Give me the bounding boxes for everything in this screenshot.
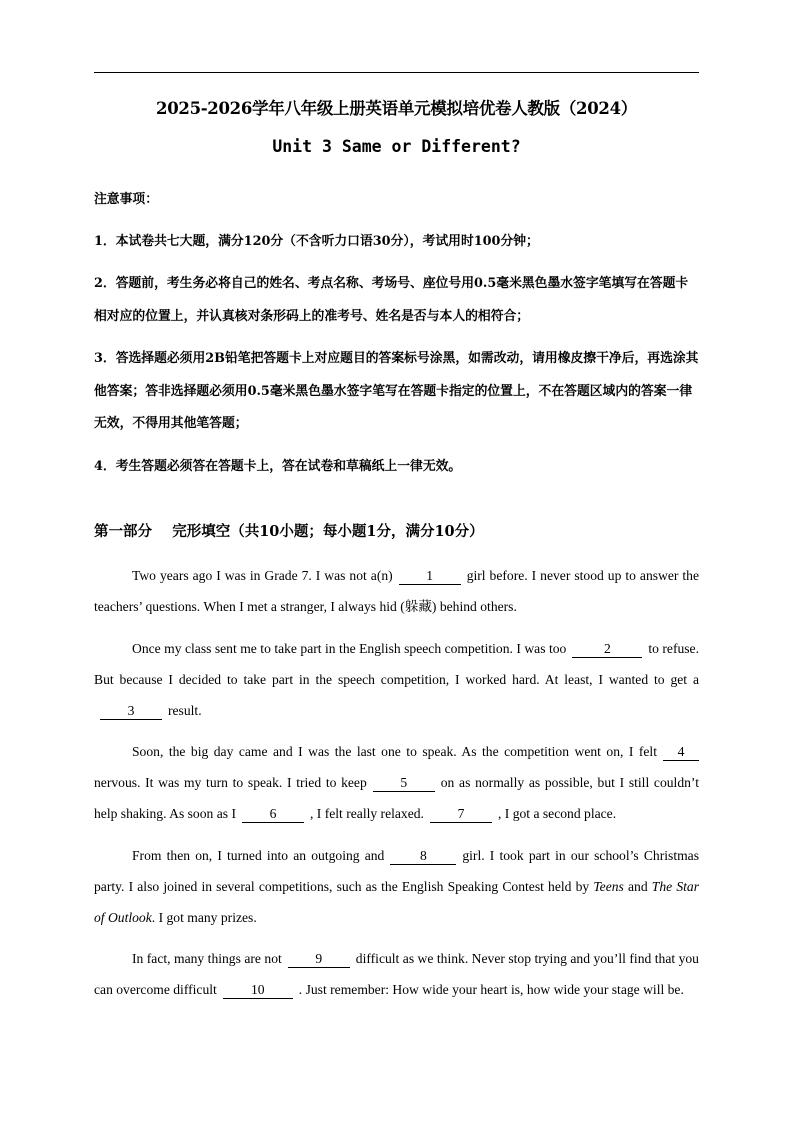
text: Once my class sent me to take part in the English speech competition. I was too: [132, 640, 567, 656]
text: , I got a second place.: [497, 806, 617, 821]
text: on as normally as possible, but I still couldn’t help shaking. As soon as I: [94, 775, 699, 821]
note-item-4: 4．考生答题必须答在答题卡上，答在试卷和草稿纸上一律无效。: [94, 458, 462, 474]
note-item-2: 2．答题前，考生务必将自己的姓名、考点名称、考场号、座位号用0.5毫米黑色墨水签字笔填写在答题卡相对应的位置上，并认真核对条形码上的准考号、姓名是否与本人的相符合；: [94, 276, 689, 324]
italic-title: The Star of Outlook: [94, 878, 699, 925]
passage-paragraph-3: [94, 736, 699, 829]
top-rule: [94, 72, 699, 73]
section-heading: 第一部分 完形填空（共10小题；每小题1分，满分10分）: [94, 523, 484, 540]
blank-7: 7: [430, 806, 492, 823]
text: result.: [168, 702, 202, 718]
blank-5: 5: [373, 775, 435, 792]
text: In fact, many things are not: [132, 951, 282, 966]
italic-title: Teens: [593, 878, 624, 894]
note-item-1: 1．本试卷共七大题，满分120分（不含听力口语30分），考试用时100分钟；: [94, 233, 539, 249]
blank-2: 2: [572, 641, 642, 658]
text: Soon, the big day came and I was the last one to speak. As the competition went on, I felt: [132, 744, 657, 759]
blank-8: 8: [390, 848, 456, 865]
passage-paragraph-5: [94, 943, 699, 1005]
blank-3: 3: [100, 703, 162, 720]
text: , I felt really relaxed.: [309, 806, 424, 821]
blank-9: 9: [288, 951, 350, 968]
text: nervous. It was my turn to speak. I tried to keep: [94, 775, 367, 790]
blank-4: 4: [663, 744, 699, 761]
exam-notes: [94, 184, 700, 493]
unit-subtitle: Unit 3 Same or Different?: [272, 137, 521, 156]
text: and: [627, 878, 648, 894]
notes-heading: 注意事项：: [94, 192, 158, 207]
blank-6: 6: [242, 806, 304, 823]
cloze-passage: [94, 560, 699, 1016]
passage-paragraph-4: [94, 840, 699, 933]
note-item-3: 3．答选择题必须用2B铅笔把答题卡上对应题目的答案标号涂黑，如需改动，请用橡皮擦干净后，再选涂其他答案；答非选择题必须用0.5毫米黑色墨水签字笔写在答题卡指定的位置上，不在答题区域内的答案一律无效，不得用其他笔答题；: [94, 351, 699, 431]
text: Two years ago I was in Grade 7. I was not a(n): [132, 568, 393, 583]
text: girl before. I never stood up to answer the teachers’ questions. When I met a stranger, I always hid (躲藏) behind others.: [94, 568, 700, 614]
blank-10: 10: [223, 982, 293, 999]
text: . I got many prizes.: [151, 909, 257, 925]
text: to refuse. But because I decided to take part in the speech competition, I worked hard. At least, I wanted to get a: [94, 640, 699, 687]
passage-paragraph-2: [94, 633, 699, 726]
text: From then on, I turned into an outgoing and: [132, 847, 385, 863]
passage-paragraph-1: [94, 560, 699, 622]
text: girl. I took part in our school’s Christmas party. I also joined in several competitions, such as the English Speaking Contest held by: [94, 847, 699, 894]
text: . Just remember: How wide your heart is, how wide your stage will be.: [298, 982, 684, 997]
text: difficult as we think. Never stop trying and you’ll find that you can overcome difficult: [94, 951, 699, 997]
page-title: 2025-2026学年八年级上册英语单元模拟培优卷人教版（2024）: [156, 99, 637, 118]
blank-1: 1: [399, 568, 461, 585]
